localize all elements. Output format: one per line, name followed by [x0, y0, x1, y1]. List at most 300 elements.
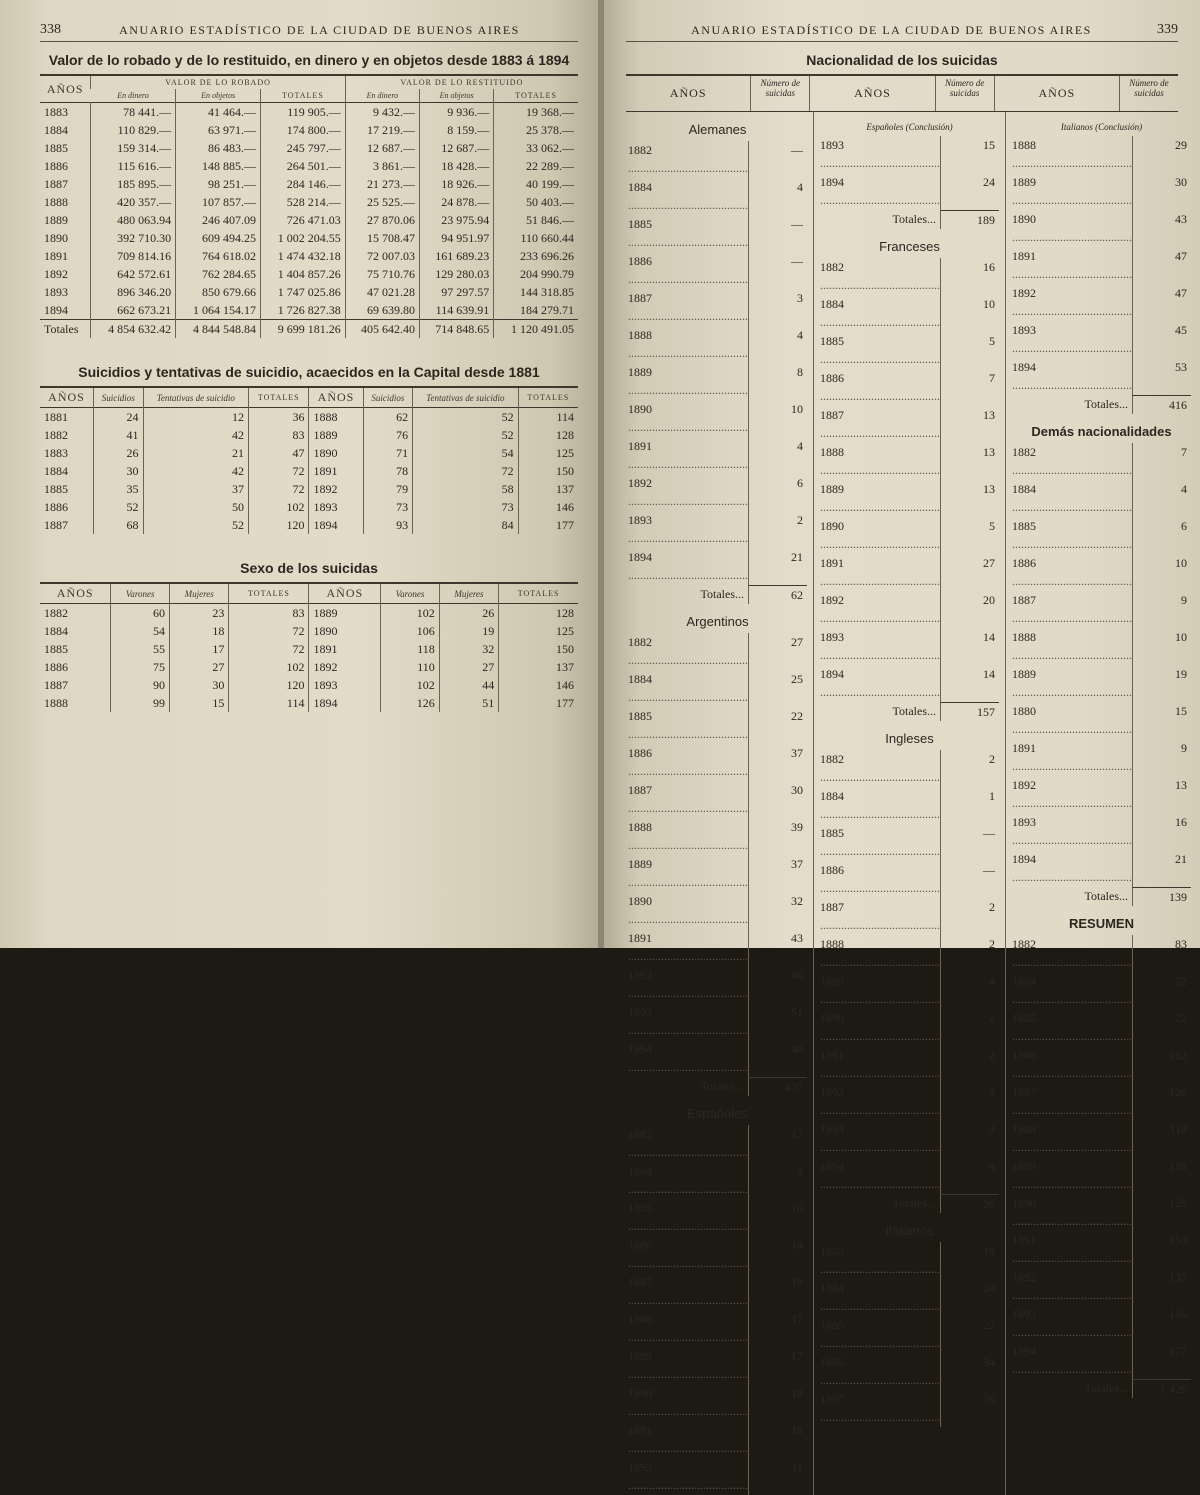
value-cell: 15 [169, 694, 228, 712]
year-cell: 1894 ..... [820, 173, 940, 210]
total-cell: 26 [940, 1194, 999, 1213]
list-item [628, 326, 807, 363]
year-cell: 1886 [44, 660, 68, 674]
year-cell: 1892 ..... [628, 474, 748, 511]
table-row [40, 676, 578, 694]
value-cell: 129 280.03 [420, 265, 494, 283]
year-cell: 1887 ..... [1012, 591, 1132, 628]
value-cell: 21 273.— [345, 175, 419, 193]
list-item [628, 363, 807, 400]
right-running-title: ANUARIO ESTADÍSTICO DE LA CIUDAD DE BUENOS AIRES [691, 23, 1092, 37]
value-cell: 72 [249, 462, 309, 480]
value-cell: 30 [169, 676, 228, 694]
value-cell: 144 318.85 [494, 283, 578, 301]
year-cell: 1885 [44, 642, 68, 656]
value-cell: 726 471.03 [260, 211, 345, 229]
value-cell: 51 [439, 694, 498, 712]
year-cell: 1890 [309, 622, 381, 640]
value-cell: 2 [940, 1046, 999, 1083]
value-cell: 17 [748, 1310, 807, 1347]
sexo-h-mujeres-2: Mujeres [439, 583, 498, 604]
table-row [40, 175, 578, 193]
table-row [40, 157, 578, 175]
value-cell: 72 [1132, 1009, 1191, 1046]
totals-row [820, 702, 999, 721]
value-cell: 37 [748, 855, 807, 892]
list-item [820, 1120, 999, 1157]
list-item [820, 1046, 999, 1083]
value-cell: 4 [748, 178, 807, 215]
value-cell: 114 [518, 408, 578, 427]
section-heading: Demás nacionalidades [1031, 424, 1172, 439]
value-cell: 3 [748, 289, 807, 326]
year-cell: 1889 [44, 213, 68, 227]
list-item [1012, 1194, 1191, 1231]
list-item [820, 1390, 999, 1427]
totals-label: Totales... [892, 212, 936, 226]
robado-h-totales: TOTALES [260, 89, 345, 103]
year-cell: 1886 ..... [628, 1236, 748, 1273]
list-item [628, 511, 807, 548]
year-cell: 1892 ..... [628, 966, 748, 1003]
year-cell: 1885 ..... [1012, 1009, 1132, 1046]
list-item [1012, 321, 1191, 358]
value-cell: 764 618.02 [176, 247, 261, 265]
value-cell: 709 814.16 [91, 247, 176, 265]
value-cell: 246 407.09 [176, 211, 261, 229]
value-cell: 896 346.20 [91, 283, 176, 301]
value-cell: 125 [1132, 1194, 1191, 1231]
list-item [1012, 702, 1191, 739]
value-cell: 19 [1132, 665, 1191, 702]
value-cell: 54 [413, 444, 519, 462]
section-heading: RESUMEN [1068, 916, 1134, 931]
value-cell: 18 [169, 622, 228, 640]
value-cell: 98 251.— [176, 175, 261, 193]
robado-h-dinero: En dinero [117, 91, 149, 100]
list-item [628, 1199, 807, 1236]
value-cell: 609 494.25 [176, 229, 261, 247]
value-cell: 19 [439, 622, 498, 640]
restituido-h-dinero: En dinero [345, 89, 419, 103]
year-cell: 1884 ..... [628, 178, 748, 215]
list-item [1012, 284, 1191, 321]
year-cell: 1886 ..... [820, 1353, 940, 1390]
value-cell: 850 679.66 [176, 283, 261, 301]
nacionalidad-column-1 [626, 112, 813, 1495]
value-cell: 83 [1132, 935, 1191, 972]
value-cell: 25 [748, 670, 807, 707]
list-item [820, 591, 999, 628]
value-cell: 392 710.30 [91, 229, 176, 247]
value-cell: 51 846.— [494, 211, 578, 229]
list-item [1012, 136, 1191, 173]
table-row [40, 622, 578, 640]
year-cell: 1886 ..... [1012, 554, 1132, 591]
section-heading: Ingleses [885, 731, 934, 746]
totals-row [1012, 1379, 1191, 1398]
year-cell: 1892 ..... [1012, 1268, 1132, 1305]
value-cell: 106 [381, 622, 440, 640]
year-cell: 1885 ..... [628, 215, 748, 252]
list-item [820, 972, 999, 1009]
year-cell: 1885 ..... [820, 1316, 940, 1353]
year-cell: 1894 [309, 694, 381, 712]
list-item [1012, 517, 1191, 554]
list-item [820, 517, 999, 554]
list-item [628, 1310, 807, 1347]
year-cell: 1894 ..... [628, 1040, 748, 1077]
year-cell: 1892 [309, 480, 363, 498]
year-cell: 1884 ..... [820, 787, 940, 824]
value-cell: 79 [363, 480, 413, 498]
list-item [1012, 1046, 1191, 1083]
list-item [1012, 443, 1191, 480]
table-row [40, 462, 578, 480]
value-cell: 72 [1132, 972, 1191, 1009]
value-cell: 23 [940, 1316, 999, 1353]
value-cell: 21 [748, 548, 807, 585]
year-cell: 1893 ..... [1012, 321, 1132, 358]
year-cell: 1892 ..... [1012, 284, 1132, 321]
value-cell: 19 [748, 1273, 807, 1310]
total-cell: 405 642.40 [345, 320, 419, 339]
year-cell: 1891 ..... [1012, 247, 1132, 284]
list-item [820, 1083, 999, 1120]
suic-h-totales-2: TOTALES [518, 387, 578, 408]
year-cell: 1889 [309, 604, 381, 623]
list-item [1012, 1157, 1191, 1194]
list-item [1012, 210, 1191, 247]
value-cell: 37 [748, 744, 807, 781]
year-cell: 1891 ..... [628, 437, 748, 474]
value-cell: 642 572.61 [91, 265, 176, 283]
year-cell: 1887 ..... [628, 289, 748, 326]
list-item [628, 215, 807, 252]
value-cell: 26 [93, 444, 143, 462]
list-item [628, 633, 807, 670]
section-heading: Argentinos [686, 614, 749, 629]
year-cell: 1885 ..... [628, 707, 748, 744]
list-item [628, 818, 807, 855]
suic-h-totales-1: TOTALES [249, 387, 309, 408]
value-cell: 7 [940, 369, 999, 406]
value-cell: 37 [143, 480, 249, 498]
year-cell: 1892 [309, 658, 381, 676]
list-item [628, 141, 807, 178]
year-cell: 1887 [44, 518, 68, 532]
value-cell: 73 [413, 498, 519, 516]
sexo-table [40, 582, 578, 712]
value-cell: 184 279.71 [494, 301, 578, 320]
suicidios-body [40, 408, 578, 535]
left-page-number: 338 [40, 22, 61, 37]
year-cell: 1890 ..... [820, 517, 940, 554]
value-cell: 51 [748, 1003, 807, 1040]
value-cell: 76 [363, 426, 413, 444]
value-cell: 17 [169, 640, 228, 658]
list-item [1012, 554, 1191, 591]
year-cell: 1888 ..... [1012, 1120, 1132, 1157]
value-cell: 7 [1132, 443, 1191, 480]
year-cell: 1892 [44, 267, 68, 281]
value-cell: 9 936.— [420, 103, 494, 122]
table-row [40, 211, 578, 229]
value-cell: 137 [1132, 1268, 1191, 1305]
list-item [820, 480, 999, 517]
year-cell: 1893 ..... [628, 511, 748, 548]
year-cell: 1887 ..... [628, 781, 748, 818]
totals-row [628, 585, 807, 604]
right-page-number: 339 [1157, 22, 1178, 37]
table-row [40, 694, 578, 712]
value-cell: 15 [940, 136, 999, 173]
value-cell: 13 [940, 443, 999, 480]
value-cell: 150 [518, 462, 578, 480]
value-cell: 114 [1132, 1120, 1191, 1157]
list-item [628, 1162, 807, 1199]
table-row [40, 516, 578, 534]
value-cell: 47 021.28 [345, 283, 419, 301]
year-cell: 1894 ..... [820, 1157, 940, 1194]
value-cell: 119 905.— [260, 103, 345, 122]
value-cell: 20 [940, 591, 999, 628]
section-heading: Franceses [879, 239, 940, 254]
suic-h-anos-2: AÑOS [309, 387, 363, 408]
year-cell: 1890 ..... [1012, 1194, 1132, 1231]
value-cell: 15 708.47 [345, 229, 419, 247]
totals-row [820, 210, 999, 229]
value-cell: 47 [1132, 247, 1191, 284]
value-cell: 128 [518, 426, 578, 444]
sexo-body [40, 604, 578, 713]
robado-h-restituido: VALOR DE LO RESTITUIDO [345, 75, 578, 89]
year-cell: 1891 ..... [820, 554, 940, 591]
value-cell: 264 501.— [260, 157, 345, 175]
value-cell: 44 [439, 676, 498, 694]
value-cell: 1 726 827.38 [260, 301, 345, 320]
year-cell: 1890 ..... [628, 1384, 748, 1421]
nacionalidad-column-3 [1005, 112, 1197, 1495]
list-item [1012, 813, 1191, 850]
value-cell: 52 [413, 426, 519, 444]
value-cell: 5 [940, 332, 999, 369]
value-cell: 12 687.— [345, 139, 419, 157]
value-cell: 75 [111, 658, 170, 676]
list-item [628, 707, 807, 744]
value-cell: 177 [1132, 1342, 1191, 1379]
value-cell: 50 [143, 498, 249, 516]
year-cell: 1889 ..... [820, 972, 940, 1009]
year-cell: 1894 ..... [1012, 850, 1132, 887]
table-row [40, 426, 578, 444]
suicidios-title: Suicidios y tentativas de suicidio, acaecidos en la Capital desde 1881 [78, 364, 540, 380]
value-cell: 58 [413, 480, 519, 498]
list-item [628, 252, 807, 289]
year-cell: 1894 [44, 303, 68, 317]
total-cell: 714 848.65 [420, 320, 494, 339]
year-cell: 1885 ..... [1012, 517, 1132, 554]
list-item [628, 437, 807, 474]
year-cell: 1890 ..... [628, 400, 748, 437]
value-cell: 72 [229, 640, 309, 658]
value-cell: 45 [1132, 321, 1191, 358]
totals-label: Totales... [892, 704, 936, 718]
table-row [40, 247, 578, 265]
total-cell: 437 [748, 1077, 807, 1096]
list-item [628, 1273, 807, 1310]
value-cell: 26 [439, 604, 498, 623]
list-item [628, 892, 807, 929]
value-cell: 177 [499, 694, 578, 712]
list-item [1012, 1268, 1191, 1305]
value-cell: 36 [249, 408, 309, 427]
value-cell: 14 [940, 665, 999, 702]
value-cell: 27 [748, 633, 807, 670]
value-cell: 94 951.97 [420, 229, 494, 247]
value-cell: 41 464.— [176, 103, 261, 122]
value-cell: 146 [518, 498, 578, 516]
value-cell: 22 [748, 707, 807, 744]
value-cell: 10 [940, 295, 999, 332]
section-heading: Italianos (Conclusión) [1060, 122, 1143, 132]
year-cell: 1893 ..... [628, 1003, 748, 1040]
list-item [628, 1040, 807, 1077]
table-row [40, 498, 578, 516]
list-item [1012, 739, 1191, 776]
section-heading: Españoles [687, 1106, 748, 1121]
value-cell: 43 [1132, 210, 1191, 247]
list-item [820, 332, 999, 369]
year-cell: 1889 ..... [628, 855, 748, 892]
list-item [628, 1125, 807, 1162]
year-cell: 1889 [309, 426, 363, 444]
robado-h-anos: AÑOS [46, 81, 84, 96]
value-cell: 1 404 857.26 [260, 265, 345, 283]
table-row [40, 121, 578, 139]
year-cell: 1882 ..... [820, 750, 940, 787]
value-cell: 21 [1132, 850, 1191, 887]
list-item [820, 665, 999, 702]
year-cell: 1884 ..... [628, 670, 748, 707]
year-cell: 1889 ..... [628, 1347, 748, 1384]
list-item [628, 781, 807, 818]
restituido-h-totales: TOTALES [494, 89, 578, 103]
value-cell: 110 660.44 [494, 229, 578, 247]
value-cell: 120 [249, 516, 309, 534]
value-cell: 2 [940, 1009, 999, 1046]
value-cell: 161 689.23 [420, 247, 494, 265]
list-item [628, 178, 807, 215]
value-cell: 23 975.94 [420, 211, 494, 229]
year-cell: 1886 ..... [1012, 1046, 1132, 1083]
year-cell: 1888 ..... [820, 443, 940, 480]
list-item [1012, 850, 1191, 887]
year-cell: 1882 ..... [628, 1125, 748, 1162]
suic-h-suicidios-1: Suicidios [93, 387, 143, 408]
section-heading: Italianos [885, 1223, 934, 1238]
year-cell: 1882 ..... [628, 141, 748, 178]
year-cell: 1890 ..... [628, 892, 748, 929]
value-cell: 9 432.— [345, 103, 419, 122]
value-cell: 102 [381, 604, 440, 623]
value-cell: 118 [381, 640, 440, 658]
value-cell: 69 639.80 [345, 301, 419, 320]
value-cell: 137 [499, 658, 578, 676]
year-cell: 1886 ..... [628, 252, 748, 289]
list-item [1012, 480, 1191, 517]
year-cell: 1893 ..... [1012, 813, 1132, 850]
nacionalidad-body [626, 112, 1187, 1495]
value-cell: 4 [748, 326, 807, 363]
suic-h-suicidios-2: Suicidios [363, 387, 413, 408]
value-cell: 1 747 025.86 [260, 283, 345, 301]
value-cell: 25 378.— [494, 121, 578, 139]
value-cell: 35 [93, 480, 143, 498]
nac-h-anos-1: AÑOS [669, 86, 707, 100]
year-cell: 1882 ..... [628, 633, 748, 670]
value-cell: 23 [169, 604, 228, 623]
total-cell: 1 120 491.05 [494, 320, 578, 339]
value-cell: 18 [748, 1421, 807, 1458]
left-page [0, 0, 600, 948]
value-cell: 12 687.— [420, 139, 494, 157]
totals-label: Totales... [1084, 397, 1128, 411]
value-cell: 16 [748, 1199, 807, 1236]
value-cell: 40 199.— [494, 175, 578, 193]
value-cell: 47 [1132, 284, 1191, 321]
year-cell: 1882 ..... [1012, 443, 1132, 480]
value-cell: 27 [169, 658, 228, 676]
value-cell: 2 [748, 511, 807, 548]
value-cell: 36 [940, 1390, 999, 1427]
year-cell: 1888 ..... [1012, 136, 1132, 173]
value-cell: 73 [363, 498, 413, 516]
value-cell: 1 474 432.18 [260, 247, 345, 265]
value-cell: 4 [940, 1083, 999, 1120]
value-cell: 6 [748, 474, 807, 511]
table-row [40, 301, 578, 320]
list-item [820, 1009, 999, 1046]
table-row [40, 480, 578, 498]
year-cell: 1881 [44, 410, 68, 424]
list-item [820, 1279, 999, 1316]
total-cell: 4 854 632.42 [91, 320, 176, 339]
total-cell: 9 699 181.26 [260, 320, 345, 339]
year-cell: 1888 [309, 408, 363, 427]
year-cell: 1888 ..... [628, 818, 748, 855]
value-cell: — [940, 824, 999, 861]
value-cell: 10 [1132, 554, 1191, 591]
value-cell: 3 [940, 1120, 999, 1157]
value-cell: 30 [1132, 173, 1191, 210]
value-cell: 13 [1132, 776, 1191, 813]
list-item [1012, 628, 1191, 665]
year-cell: 1891 ..... [820, 1046, 940, 1083]
totals-label: Totales... [892, 1196, 936, 1210]
year-cell: 1888 ..... [628, 326, 748, 363]
value-cell: 420 357.— [91, 193, 176, 211]
year-cell: 1890 ..... [1012, 210, 1132, 247]
list-item [1012, 776, 1191, 813]
value-cell: 9 [1132, 591, 1191, 628]
value-cell: — [748, 141, 807, 178]
value-cell: 4 [940, 972, 999, 1009]
list-item [820, 628, 999, 665]
year-cell: 1885 [44, 141, 68, 155]
suic-h-tentativas-1: Tentativas de suicidio [143, 387, 249, 408]
value-cell: 284 146.— [260, 175, 345, 193]
